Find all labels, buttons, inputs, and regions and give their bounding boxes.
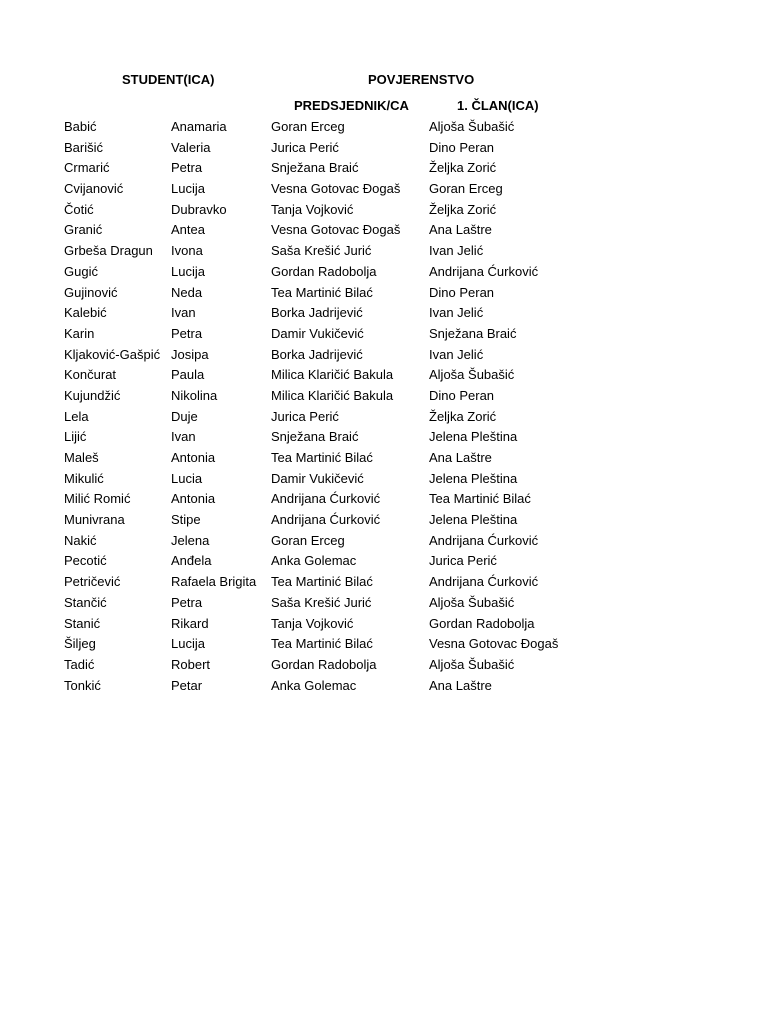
student-surname: Kljaković-Gašpić bbox=[64, 346, 161, 362]
predsjednik-name: Tea Martinić Bilać bbox=[271, 574, 373, 590]
table-row bbox=[0, 552, 768, 573]
clan-name: Dino Peran bbox=[429, 387, 495, 403]
table-row bbox=[0, 635, 768, 656]
student-name: Lucija bbox=[171, 263, 205, 279]
clan-name: Dino Peran bbox=[429, 139, 495, 155]
student-name: Jelena bbox=[171, 532, 210, 548]
student-name: Lucija bbox=[171, 181, 205, 197]
header-povjerenstvo: POVJERENSTVO bbox=[368, 72, 475, 87]
clan-name: Vesna Gotovac Đogaš bbox=[429, 636, 559, 652]
student-name: Ivan bbox=[171, 429, 196, 445]
student-surname: Crmarić bbox=[64, 160, 110, 176]
predsjednik-name: Damir Vukičević bbox=[271, 470, 364, 486]
clan-name: Andrijana Ćurković bbox=[429, 263, 539, 279]
clan-name: Ivan Jelić bbox=[429, 305, 484, 321]
header-clan: 1. ČLAN(ICA) bbox=[457, 98, 539, 113]
predsjednik-name: Anka Golemac bbox=[271, 677, 357, 693]
clan-name: Aljoša Šubašić bbox=[429, 594, 515, 610]
student-surname: Nakić bbox=[64, 532, 97, 548]
clan-name: Ana Laštre bbox=[429, 222, 492, 238]
predsjednik-name: Jurica Perić bbox=[271, 139, 339, 155]
table-row bbox=[0, 221, 768, 242]
clan-name: Tea Martinić Bilać bbox=[429, 491, 531, 507]
predsjednik-name: Milica Klaričić Bakula bbox=[271, 387, 394, 403]
predsjednik-name: Damir Vukičević bbox=[271, 325, 364, 341]
student-name: Nikolina bbox=[171, 387, 218, 403]
student-name: Antonia bbox=[171, 450, 216, 465]
table-row bbox=[0, 387, 768, 408]
student-surname: Petričević bbox=[64, 574, 121, 590]
predsjednik-name: Andrijana Ćurković bbox=[271, 512, 381, 528]
student-name: Stipe bbox=[171, 512, 201, 528]
clan-name: Jurica Perić bbox=[429, 553, 497, 569]
table-row bbox=[0, 346, 768, 367]
student-surname: Mikulić bbox=[64, 470, 104, 486]
student-surname: Lijić bbox=[64, 429, 87, 445]
predsjednik-name: Vesna Gotovac Đogaš bbox=[271, 222, 401, 238]
student-name: Neda bbox=[171, 284, 203, 300]
clan-name: Ivan Jelić bbox=[429, 346, 484, 362]
student-surname: Tonkić bbox=[64, 677, 101, 693]
student-surname: Čotić bbox=[64, 201, 94, 217]
predsjednik-name: Borka Jadrijević bbox=[271, 346, 363, 362]
student-name: Josipa bbox=[171, 346, 209, 362]
predsjednik-name: Anka Golemac bbox=[271, 553, 357, 569]
table-row bbox=[0, 159, 768, 180]
predsjednik-name: Tanja Vojković bbox=[271, 615, 354, 631]
clan-name: Andrijana Ćurković bbox=[429, 532, 539, 548]
student-surname: Maleš bbox=[64, 450, 99, 465]
assignment-table bbox=[0, 118, 768, 697]
clan-name: Ivan Jelić bbox=[429, 243, 484, 259]
predsjednik-name: Snježana Braić bbox=[271, 160, 359, 176]
predsjednik-name: Vesna Gotovac Đogaš bbox=[271, 181, 401, 197]
predsjednik-name: Tea Martinić Bilać bbox=[271, 450, 373, 465]
table-row bbox=[0, 263, 768, 284]
student-surname: Gujinović bbox=[64, 284, 118, 300]
clan-name: Ana Laštre bbox=[429, 677, 492, 693]
clan-name: Aljoša Šubašić bbox=[429, 656, 515, 672]
predsjednik-name: Saša Krešić Jurić bbox=[271, 243, 372, 259]
table-row bbox=[0, 180, 768, 201]
table-row bbox=[0, 677, 768, 698]
student-name: Paula bbox=[171, 367, 205, 383]
predsjednik-name: Tea Martinić Bilać bbox=[271, 284, 373, 300]
table-row bbox=[0, 594, 768, 615]
table-row bbox=[0, 408, 768, 429]
table-row bbox=[0, 511, 768, 532]
student-name: Petra bbox=[171, 160, 203, 176]
student-surname: Kujundžić bbox=[64, 387, 121, 403]
predsjednik-name: Tea Martinić Bilać bbox=[271, 636, 373, 652]
student-surname: Končurat bbox=[64, 367, 117, 383]
student-name: Petra bbox=[171, 594, 203, 610]
student-name: Lucia bbox=[171, 470, 203, 486]
predsjednik-name: Saša Krešić Jurić bbox=[271, 594, 372, 610]
student-name: Petar bbox=[171, 677, 203, 693]
predsjednik-name: Borka Jadrijević bbox=[271, 305, 363, 321]
table-row bbox=[0, 573, 768, 594]
student-surname: Barišić bbox=[64, 139, 104, 155]
predsjednik-name: Gordan Radobolja bbox=[271, 656, 377, 672]
header-student: STUDENT(ICA) bbox=[122, 72, 215, 87]
table-row bbox=[0, 470, 768, 491]
clan-name: Gordan Radobolja bbox=[429, 615, 535, 631]
student-surname: Gugić bbox=[64, 263, 98, 279]
student-name: Antea bbox=[171, 222, 205, 238]
predsjednik-name: Andrijana Ćurković bbox=[271, 491, 381, 507]
student-name: Dubravko bbox=[171, 201, 227, 217]
student-surname: Karin bbox=[64, 325, 95, 341]
student-surname: Munivrana bbox=[64, 512, 125, 528]
clan-name: Željka Zorić bbox=[429, 408, 497, 424]
student-name: Valeria bbox=[171, 139, 211, 155]
clan-name: Željka Zorić bbox=[429, 201, 497, 217]
student-surname: Granić bbox=[64, 222, 103, 238]
clan-name: Snježana Braić bbox=[429, 325, 517, 341]
table-row bbox=[0, 428, 768, 449]
table-row bbox=[0, 304, 768, 325]
table-row bbox=[0, 201, 768, 222]
table-row bbox=[0, 532, 768, 553]
clan-name: Željka Zorić bbox=[429, 160, 497, 176]
clan-name: Jelena Pleština bbox=[429, 512, 518, 528]
table-row bbox=[0, 615, 768, 636]
table-row bbox=[0, 284, 768, 305]
student-name: Ivan bbox=[171, 305, 196, 321]
predsjednik-name: Snježana Braić bbox=[271, 429, 359, 445]
table-row bbox=[0, 366, 768, 387]
student-surname: Cvijanović bbox=[64, 181, 124, 197]
clan-name: Jelena Pleština bbox=[429, 470, 518, 486]
clan-name: Andrijana Ćurković bbox=[429, 574, 539, 590]
clan-name: Aljoša Šubašić bbox=[429, 367, 515, 383]
predsjednik-name: Tanja Vojković bbox=[271, 201, 354, 217]
student-name: Lucija bbox=[171, 636, 205, 652]
table-row bbox=[0, 325, 768, 346]
student-name: Rafaela Brigita bbox=[171, 574, 257, 590]
student-name: Anamaria bbox=[171, 119, 227, 134]
student-name: Antonia bbox=[171, 491, 216, 507]
student-surname: Tadić bbox=[64, 656, 95, 672]
predsjednik-name: Goran Erceg bbox=[271, 532, 345, 548]
student-surname: Stanić bbox=[64, 615, 101, 631]
student-surname: Babić bbox=[64, 119, 97, 134]
predsjednik-name: Milica Klaričić Bakula bbox=[271, 367, 394, 383]
student-surname: Grbeša Dragun bbox=[64, 243, 153, 259]
table-row bbox=[0, 656, 768, 677]
clan-name: Aljoša Šubašić bbox=[429, 119, 515, 134]
student-name: Rikard bbox=[171, 615, 209, 631]
student-surname: Stančić bbox=[64, 594, 107, 610]
table-row bbox=[0, 139, 768, 160]
clan-name: Jelena Pleština bbox=[429, 429, 518, 445]
predsjednik-name: Gordan Radobolja bbox=[271, 263, 377, 279]
clan-name: Dino Peran bbox=[429, 284, 495, 300]
clan-name: Goran Erceg bbox=[429, 181, 503, 197]
student-surname: Pecotić bbox=[64, 553, 107, 569]
predsjednik-name: Jurica Perić bbox=[271, 408, 339, 424]
student-name: Robert bbox=[171, 656, 211, 672]
table-row bbox=[0, 242, 768, 263]
student-surname: Kalebić bbox=[64, 305, 107, 321]
header-predsjednik: PREDSJEDNIK/CA bbox=[294, 98, 409, 113]
student-surname: Milić Romić bbox=[64, 491, 131, 507]
table-row bbox=[0, 490, 768, 511]
student-surname: Šiljeg bbox=[64, 636, 96, 652]
table-row bbox=[0, 449, 768, 470]
student-name: Petra bbox=[171, 325, 203, 341]
student-name: Ivona bbox=[171, 243, 203, 259]
student-surname: Lela bbox=[64, 408, 89, 424]
clan-name: Ana Laštre bbox=[429, 450, 492, 465]
table-row bbox=[0, 118, 768, 139]
student-name: Duje bbox=[171, 408, 198, 424]
predsjednik-name: Goran Erceg bbox=[271, 119, 345, 134]
student-name: Anđela bbox=[171, 553, 212, 569]
